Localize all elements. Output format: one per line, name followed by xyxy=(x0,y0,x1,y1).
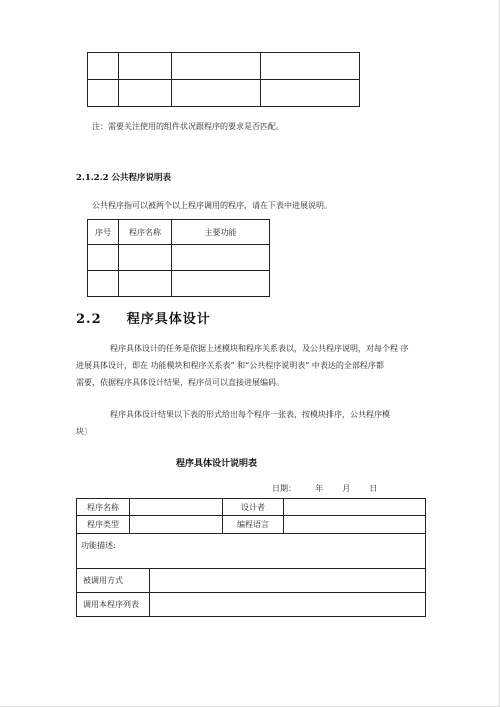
value-language xyxy=(284,516,426,534)
label-called-by: 被调用方式 xyxy=(77,569,150,593)
table-cell xyxy=(119,271,172,297)
paragraph-2 xyxy=(76,406,436,440)
table-cell xyxy=(88,80,119,107)
para1-line: 程序具体设计的任务是依据上述模块和程序关系表以，及公共程序说明，对每个程 序 xyxy=(110,344,409,353)
label-designer: 设计者 xyxy=(223,499,284,516)
section-intro: 公共程序指可以被两个以上程序调用的程序，请在下表中进展说明。 xyxy=(92,201,332,210)
para1-line: 需要，依据程序具体设计结果，程序员可以直接进展编码。 xyxy=(76,378,284,387)
top-table xyxy=(87,52,360,107)
label-calls-list: 调用本程序列表 xyxy=(77,593,150,617)
value-calls-list xyxy=(150,593,426,617)
table-cell xyxy=(119,80,172,107)
date-label: 日期： xyxy=(272,484,296,493)
section-title: 程序具体设计 xyxy=(126,312,211,327)
table-cell xyxy=(119,245,172,271)
date-day: 日 xyxy=(369,484,378,493)
table-cell xyxy=(172,245,270,271)
note-text: 注：需要关注使用的组件状况跟程序的要求是否匹配。 xyxy=(92,122,284,131)
header-cell-name: 程序名称 xyxy=(119,220,172,245)
label-language: 编程语言 xyxy=(223,516,284,534)
value-program-name xyxy=(130,499,223,516)
table-cell xyxy=(88,245,119,271)
label-program-name: 程序名称 xyxy=(77,499,130,516)
para2-line: 程序具体设计结果以下表的形式给出每个程序一张表，按模块排序，公共程序模 xyxy=(110,410,390,419)
label-program-type: 程序类型 xyxy=(77,516,130,534)
function-desc-cell xyxy=(77,534,426,569)
table-cell xyxy=(172,271,270,297)
para1-line: 进展具体设计，即在 功能模块和程序关系表” 和“公共程序说明表” 中表达的全部程序都 xyxy=(76,361,384,370)
program-design-table-lower xyxy=(76,533,426,617)
value-designer xyxy=(284,499,426,516)
table-cell xyxy=(119,53,172,80)
section-heading-22 xyxy=(76,308,211,327)
label-function-desc: 功能描述: xyxy=(81,541,116,550)
section-number: 2.2 xyxy=(76,312,102,327)
paragraph-1 xyxy=(76,340,436,391)
section-heading-2122: 2.1.2.2 公共程序说明表 xyxy=(76,173,171,183)
table-cell xyxy=(172,53,261,80)
date-line xyxy=(272,483,402,494)
table-cell xyxy=(261,80,360,107)
table-cell xyxy=(88,271,119,297)
value-program-type xyxy=(130,516,223,534)
table-cell xyxy=(261,53,360,80)
design-table-title: 程序具体设计说明表 xyxy=(176,459,258,469)
public-program-table xyxy=(87,219,270,297)
date-month: 月 xyxy=(342,484,351,493)
date-year: 年 xyxy=(315,484,324,493)
header-cell-function: 主要功能 xyxy=(172,220,270,245)
table-cell xyxy=(172,80,261,107)
header-cell-index: 序号 xyxy=(88,220,119,245)
table-cell xyxy=(88,53,119,80)
para2-line: 块〕 xyxy=(76,427,92,436)
value-called-by xyxy=(150,569,426,593)
program-design-table xyxy=(76,498,426,534)
